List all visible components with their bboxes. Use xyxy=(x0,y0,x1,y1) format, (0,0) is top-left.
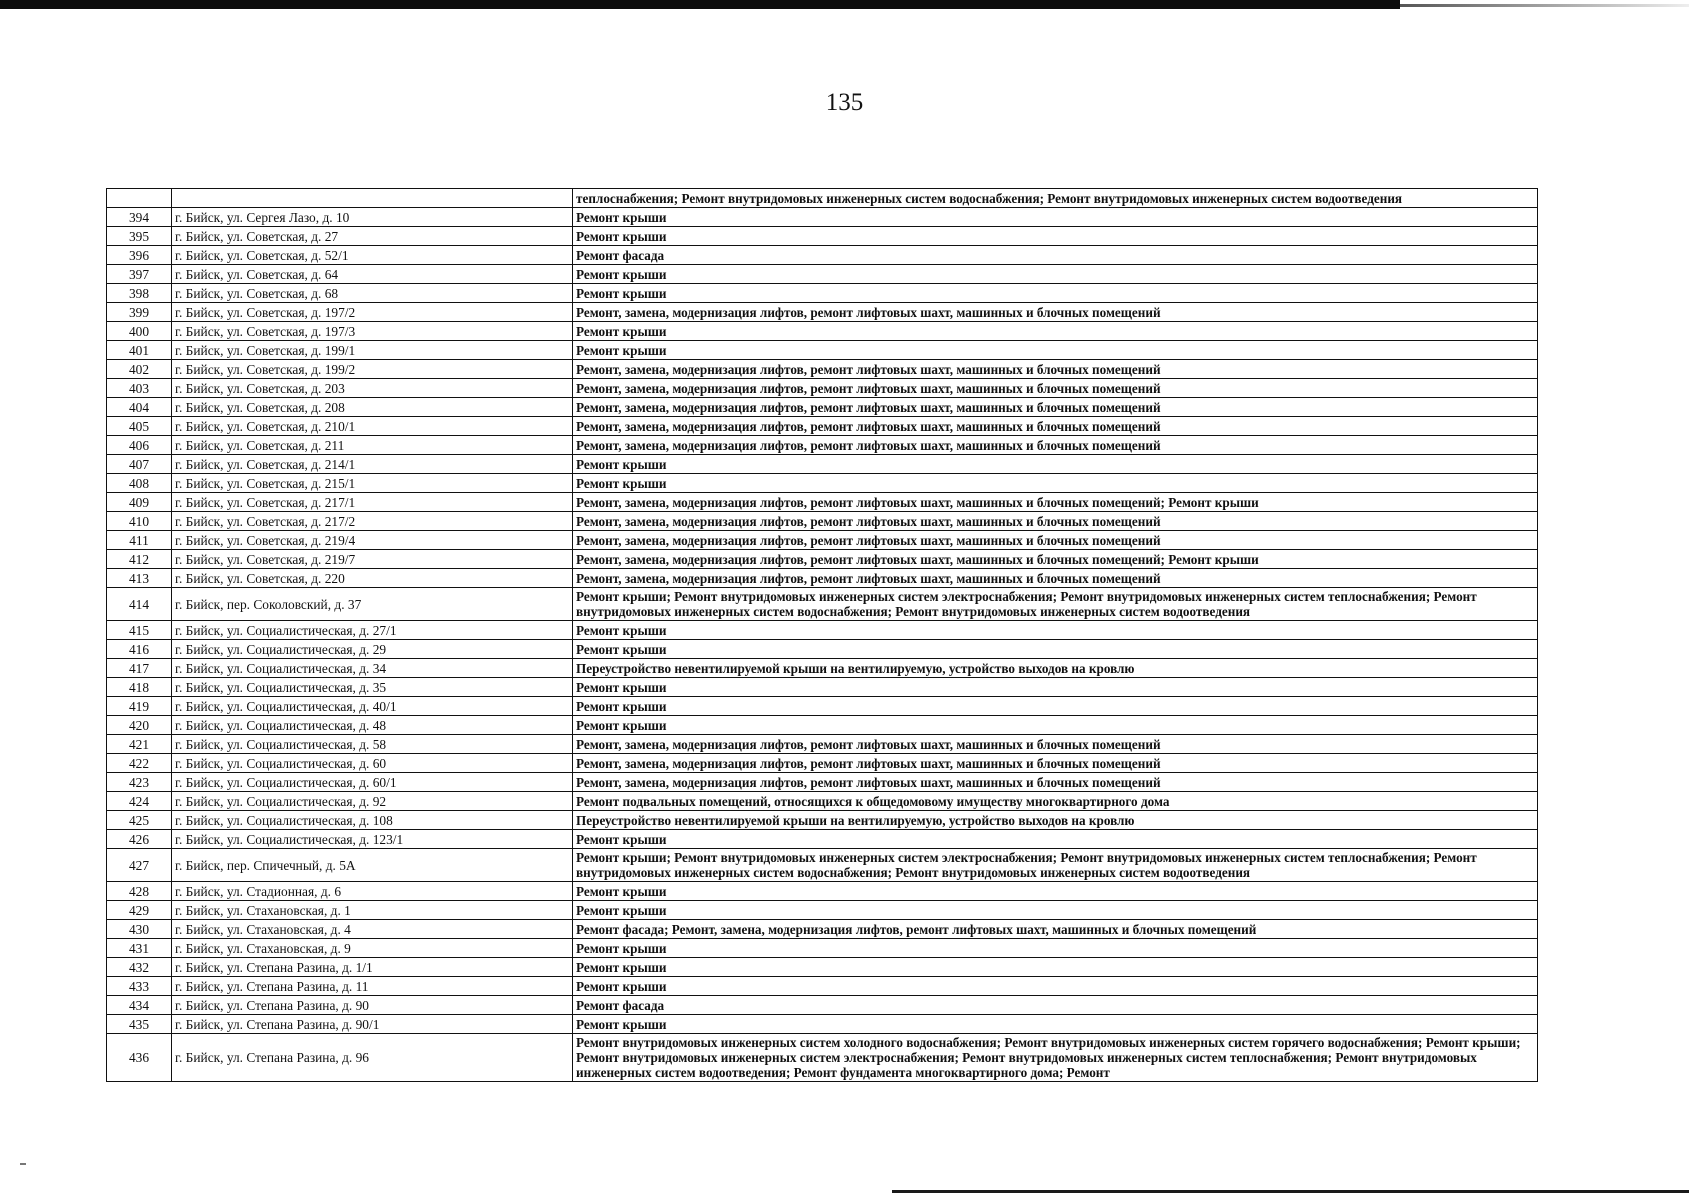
row-number-cell: 436 xyxy=(107,1034,172,1082)
address-cell: г. Бийск, ул. Степана Разина, д. 1/1 xyxy=(172,958,573,977)
table-row xyxy=(107,474,1538,493)
row-number-cell: 431 xyxy=(107,939,172,958)
work-type-cell: Ремонт крыши xyxy=(573,830,1538,849)
work-type-cell: Ремонт крыши; Ремонт внутридомовых инженерных систем электроснабжения; Ремонт внутридомовых инженерных систем теплоснабжения; Ремонт внутридомовых инженерных систем водоснабжения; Ремонт внутридомовых инженерных систем водоотведения xyxy=(573,588,1538,621)
address-cell: г. Бийск, ул. Степана Разина, д. 96 xyxy=(172,1034,573,1082)
row-number-cell: 397 xyxy=(107,265,172,284)
work-type-cell: Ремонт, замена, модернизация лифтов, ремонт лифтовых шахт, машинных и блочных помещений; Ремонт крыши xyxy=(573,550,1538,569)
row-number-cell xyxy=(107,189,172,208)
work-type-cell: Ремонт, замена, модернизация лифтов, ремонт лифтовых шахт, машинных и блочных помещений xyxy=(573,303,1538,322)
address-cell: г. Бийск, ул. Советская, д. 27 xyxy=(172,227,573,246)
work-type-cell: Ремонт крыши xyxy=(573,640,1538,659)
row-number-cell: 409 xyxy=(107,493,172,512)
work-type-cell: Ремонт крыши xyxy=(573,455,1538,474)
work-type-cell: Ремонт, замена, модернизация лифтов, ремонт лифтовых шахт, машинных и блочных помещений xyxy=(573,360,1538,379)
address-cell: г. Бийск, ул. Социалистическая, д. 92 xyxy=(172,792,573,811)
row-number-cell: 415 xyxy=(107,621,172,640)
row-number-cell: 412 xyxy=(107,550,172,569)
address-cell: г. Бийск, ул. Советская, д. 208 xyxy=(172,398,573,417)
work-type-cell: Ремонт, замена, модернизация лифтов, ремонт лифтовых шахт, машинных и блочных помещений xyxy=(573,398,1538,417)
row-number-cell: 427 xyxy=(107,849,172,882)
address-cell: г. Бийск, ул. Советская, д. 219/7 xyxy=(172,550,573,569)
work-type-cell: Ремонт крыши xyxy=(573,882,1538,901)
address-cell: г. Бийск, ул. Социалистическая, д. 123/1 xyxy=(172,830,573,849)
work-type-cell: Ремонт фасада xyxy=(573,996,1538,1015)
address-cell: г. Бийск, ул. Советская, д. 64 xyxy=(172,265,573,284)
address-cell: г. Бийск, ул. Советская, д. 210/1 xyxy=(172,417,573,436)
table-row xyxy=(107,830,1538,849)
work-type-cell: Ремонт, замена, модернизация лифтов, ремонт лифтовых шахт, машинных и блочных помещений xyxy=(573,569,1538,588)
table-row xyxy=(107,531,1538,550)
work-type-cell: Ремонт крыши xyxy=(573,958,1538,977)
work-type-cell: Ремонт, замена, модернизация лифтов, ремонт лифтовых шахт, машинных и блочных помещений xyxy=(573,512,1538,531)
table-row xyxy=(107,939,1538,958)
address-cell: г. Бийск, ул. Советская, д. 197/2 xyxy=(172,303,573,322)
row-number-cell: 399 xyxy=(107,303,172,322)
row-number-cell: 401 xyxy=(107,341,172,360)
table-row xyxy=(107,640,1538,659)
address-cell: г. Бийск, ул. Советская, д. 197/3 xyxy=(172,322,573,341)
row-number-cell: 408 xyxy=(107,474,172,493)
address-cell: г. Бийск, ул. Социалистическая, д. 40/1 xyxy=(172,697,573,716)
table-row xyxy=(107,958,1538,977)
table-row xyxy=(107,697,1538,716)
row-number-cell: 424 xyxy=(107,792,172,811)
table-row xyxy=(107,550,1538,569)
table-row xyxy=(107,1034,1538,1082)
work-type-cell: Переустройство невентилируемой крыши на вентилируемую, устройство выходов на кровлю xyxy=(573,659,1538,678)
table-row xyxy=(107,246,1538,265)
table-row xyxy=(107,977,1538,996)
work-type-cell: Ремонт крыши xyxy=(573,716,1538,735)
work-type-cell: Ремонт крыши xyxy=(573,265,1538,284)
work-type-cell: Ремонт крыши xyxy=(573,621,1538,640)
scan-edge-bottom xyxy=(892,1190,1689,1193)
row-number-cell: 425 xyxy=(107,811,172,830)
work-type-cell: Переустройство невентилируемой крыши на вентилируемую, устройство выходов на кровлю xyxy=(573,811,1538,830)
row-number-cell: 418 xyxy=(107,678,172,697)
row-number-cell: 429 xyxy=(107,901,172,920)
table-row xyxy=(107,659,1538,678)
address-cell: г. Бийск, ул. Сергея Лазо, д. 10 xyxy=(172,208,573,227)
row-number-cell: 417 xyxy=(107,659,172,678)
row-number-cell: 422 xyxy=(107,754,172,773)
address-cell: г. Бийск, ул. Социалистическая, д. 48 xyxy=(172,716,573,735)
table-row xyxy=(107,398,1538,417)
row-number-cell: 419 xyxy=(107,697,172,716)
address-cell: г. Бийск, ул. Социалистическая, д. 35 xyxy=(172,678,573,697)
repair-works-table xyxy=(106,188,1538,1082)
address-cell: г. Бийск, пер. Спичечный, д. 5А xyxy=(172,849,573,882)
table-row xyxy=(107,621,1538,640)
table-row xyxy=(107,436,1538,455)
row-number-cell: 403 xyxy=(107,379,172,398)
table-body xyxy=(107,189,1538,1082)
table-row xyxy=(107,360,1538,379)
work-type-cell: Ремонт внутридомовых инженерных систем холодного водоснабжения; Ремонт внутридомовых инженерных систем горячего водоснабжения; Ремонт крыши; Ремонт внутридомовых инженерных систем электроснабжения; Ремонт внутридомовых инженерных систем теплоснабжения; Ремонт внутридомовых инженерных систем водоотведения; Ремонт фундамента многоквартирного дома; Ремонт xyxy=(573,1034,1538,1082)
row-number-cell: 433 xyxy=(107,977,172,996)
table-row xyxy=(107,379,1538,398)
table-row xyxy=(107,284,1538,303)
work-type-cell: Ремонт, замена, модернизация лифтов, ремонт лифтовых шахт, машинных и блочных помещений xyxy=(573,735,1538,754)
address-cell: г. Бийск, ул. Социалистическая, д. 108 xyxy=(172,811,573,830)
table-row xyxy=(107,493,1538,512)
row-number-cell: 410 xyxy=(107,512,172,531)
table-row xyxy=(107,322,1538,341)
address-cell: г. Бийск, ул. Советская, д. 215/1 xyxy=(172,474,573,493)
row-number-cell: 432 xyxy=(107,958,172,977)
row-number-cell: 435 xyxy=(107,1015,172,1034)
address-cell: г. Бийск, ул. Социалистическая, д. 27/1 xyxy=(172,621,573,640)
table-row xyxy=(107,189,1538,208)
work-type-cell: Ремонт крыши xyxy=(573,977,1538,996)
row-number-cell: 400 xyxy=(107,322,172,341)
table-row xyxy=(107,901,1538,920)
row-number-cell: 416 xyxy=(107,640,172,659)
scan-edge-top xyxy=(0,0,1400,9)
address-cell: г. Бийск, ул. Степана Разина, д. 90 xyxy=(172,996,573,1015)
work-type-cell: Ремонт подвальных помещений, относящихся к общедомовому имуществу многоквартирного дома xyxy=(573,792,1538,811)
work-type-cell: Ремонт крыши xyxy=(573,678,1538,697)
address-cell: г. Бийск, ул. Социалистическая, д. 60 xyxy=(172,754,573,773)
address-cell: г. Бийск, ул. Советская, д. 203 xyxy=(172,379,573,398)
table-row xyxy=(107,716,1538,735)
row-number-cell: 405 xyxy=(107,417,172,436)
address-cell: г. Бийск, ул. Советская, д. 52/1 xyxy=(172,246,573,265)
table-row xyxy=(107,208,1538,227)
table-row xyxy=(107,265,1538,284)
table-row xyxy=(107,512,1538,531)
work-type-cell: Ремонт, замена, модернизация лифтов, ремонт лифтовых шахт, машинных и блочных помещений; Ремонт крыши xyxy=(573,493,1538,512)
address-cell: г. Бийск, ул. Стахановская, д. 1 xyxy=(172,901,573,920)
work-type-cell: Ремонт крыши xyxy=(573,208,1538,227)
address-cell: г. Бийск, ул. Стадионная, д. 6 xyxy=(172,882,573,901)
table-row xyxy=(107,773,1538,792)
row-number-cell: 428 xyxy=(107,882,172,901)
address-cell xyxy=(172,189,573,208)
row-number-cell: 407 xyxy=(107,455,172,474)
row-number-cell: 430 xyxy=(107,920,172,939)
address-cell: г. Бийск, пер. Соколовский, д. 37 xyxy=(172,588,573,621)
address-cell: г. Бийск, ул. Социалистическая, д. 58 xyxy=(172,735,573,754)
work-type-cell: Ремонт крыши xyxy=(573,697,1538,716)
row-number-cell: 413 xyxy=(107,569,172,588)
row-number-cell: 396 xyxy=(107,246,172,265)
row-number-cell: 402 xyxy=(107,360,172,379)
address-cell: г. Бийск, ул. Социалистическая, д. 60/1 xyxy=(172,773,573,792)
work-type-cell: Ремонт крыши xyxy=(573,227,1538,246)
row-number-cell: 404 xyxy=(107,398,172,417)
work-type-cell: Ремонт, замена, модернизация лифтов, ремонт лифтовых шахт, машинных и блочных помещений xyxy=(573,773,1538,792)
work-type-cell: Ремонт крыши xyxy=(573,474,1538,493)
address-cell: г. Бийск, ул. Советская, д. 217/1 xyxy=(172,493,573,512)
table-row xyxy=(107,735,1538,754)
table-row xyxy=(107,849,1538,882)
address-cell: г. Бийск, ул. Советская, д. 211 xyxy=(172,436,573,455)
row-number-cell: 406 xyxy=(107,436,172,455)
scan-speck xyxy=(20,1163,26,1165)
table-row xyxy=(107,1015,1538,1034)
work-type-cell: Ремонт крыши xyxy=(573,1015,1538,1034)
table-row xyxy=(107,678,1538,697)
table-row xyxy=(107,792,1538,811)
address-cell: г. Бийск, ул. Советская, д. 217/2 xyxy=(172,512,573,531)
address-cell: г. Бийск, ул. Советская, д. 199/2 xyxy=(172,360,573,379)
address-cell: г. Бийск, ул. Советская, д. 219/4 xyxy=(172,531,573,550)
scan-edge-top-fade xyxy=(1400,4,1689,7)
table-row xyxy=(107,754,1538,773)
row-number-cell: 423 xyxy=(107,773,172,792)
address-cell: г. Бийск, ул. Социалистическая, д. 29 xyxy=(172,640,573,659)
address-cell: г. Бийск, ул. Советская, д. 68 xyxy=(172,284,573,303)
row-number-cell: 420 xyxy=(107,716,172,735)
row-number-cell: 394 xyxy=(107,208,172,227)
table-row xyxy=(107,341,1538,360)
address-cell: г. Бийск, ул. Степана Разина, д. 11 xyxy=(172,977,573,996)
table-row xyxy=(107,996,1538,1015)
address-cell: г. Бийск, ул. Советская, д. 220 xyxy=(172,569,573,588)
table-row xyxy=(107,920,1538,939)
work-type-cell: Ремонт, замена, модернизация лифтов, ремонт лифтовых шахт, машинных и блочных помещений xyxy=(573,754,1538,773)
work-type-cell: Ремонт, замена, модернизация лифтов, ремонт лифтовых шахт, машинных и блочных помещений xyxy=(573,417,1538,436)
address-cell: г. Бийск, ул. Социалистическая, д. 34 xyxy=(172,659,573,678)
table-row xyxy=(107,811,1538,830)
row-number-cell: 395 xyxy=(107,227,172,246)
row-number-cell: 434 xyxy=(107,996,172,1015)
work-type-cell: Ремонт крыши xyxy=(573,322,1538,341)
table-row xyxy=(107,882,1538,901)
table-row xyxy=(107,227,1538,246)
address-cell: г. Бийск, ул. Стахановская, д. 4 xyxy=(172,920,573,939)
row-number-cell: 398 xyxy=(107,284,172,303)
address-cell: г. Бийск, ул. Степана Разина, д. 90/1 xyxy=(172,1015,573,1034)
work-type-cell: Ремонт, замена, модернизация лифтов, ремонт лифтовых шахт, машинных и блочных помещений xyxy=(573,531,1538,550)
row-number-cell: 421 xyxy=(107,735,172,754)
row-number-cell: 414 xyxy=(107,588,172,621)
page-number: 135 xyxy=(825,89,864,116)
work-type-cell: теплоснабжения; Ремонт внутридомовых инженерных систем водоснабжения; Ремонт внутридомовых инженерных систем водоотведения xyxy=(573,189,1538,208)
table-row xyxy=(107,303,1538,322)
work-type-cell: Ремонт крыши xyxy=(573,284,1538,303)
work-type-cell: Ремонт, замена, модернизация лифтов, ремонт лифтовых шахт, машинных и блочных помещений xyxy=(573,436,1538,455)
table-row xyxy=(107,569,1538,588)
table-row xyxy=(107,588,1538,621)
work-type-cell: Ремонт фасада xyxy=(573,246,1538,265)
address-cell: г. Бийск, ул. Советская, д. 214/1 xyxy=(172,455,573,474)
table-row xyxy=(107,417,1538,436)
work-type-cell: Ремонт фасада; Ремонт, замена, модернизация лифтов, ремонт лифтовых шахт, машинных и блочных помещений xyxy=(573,920,1538,939)
row-number-cell: 411 xyxy=(107,531,172,550)
address-cell: г. Бийск, ул. Советская, д. 199/1 xyxy=(172,341,573,360)
row-number-cell: 426 xyxy=(107,830,172,849)
address-cell: г. Бийск, ул. Стахановская, д. 9 xyxy=(172,939,573,958)
work-type-cell: Ремонт, замена, модернизация лифтов, ремонт лифтовых шахт, машинных и блочных помещений xyxy=(573,379,1538,398)
work-type-cell: Ремонт крыши xyxy=(573,341,1538,360)
work-type-cell: Ремонт крыши; Ремонт внутридомовых инженерных систем электроснабжения; Ремонт внутридомовых инженерных систем теплоснабжения; Ремонт внутридомовых инженерных систем водоснабжения; Ремонт внутридомовых инженерных систем водоотведения xyxy=(573,849,1538,882)
work-type-cell: Ремонт крыши xyxy=(573,901,1538,920)
work-type-cell: Ремонт крыши xyxy=(573,939,1538,958)
table-row xyxy=(107,455,1538,474)
